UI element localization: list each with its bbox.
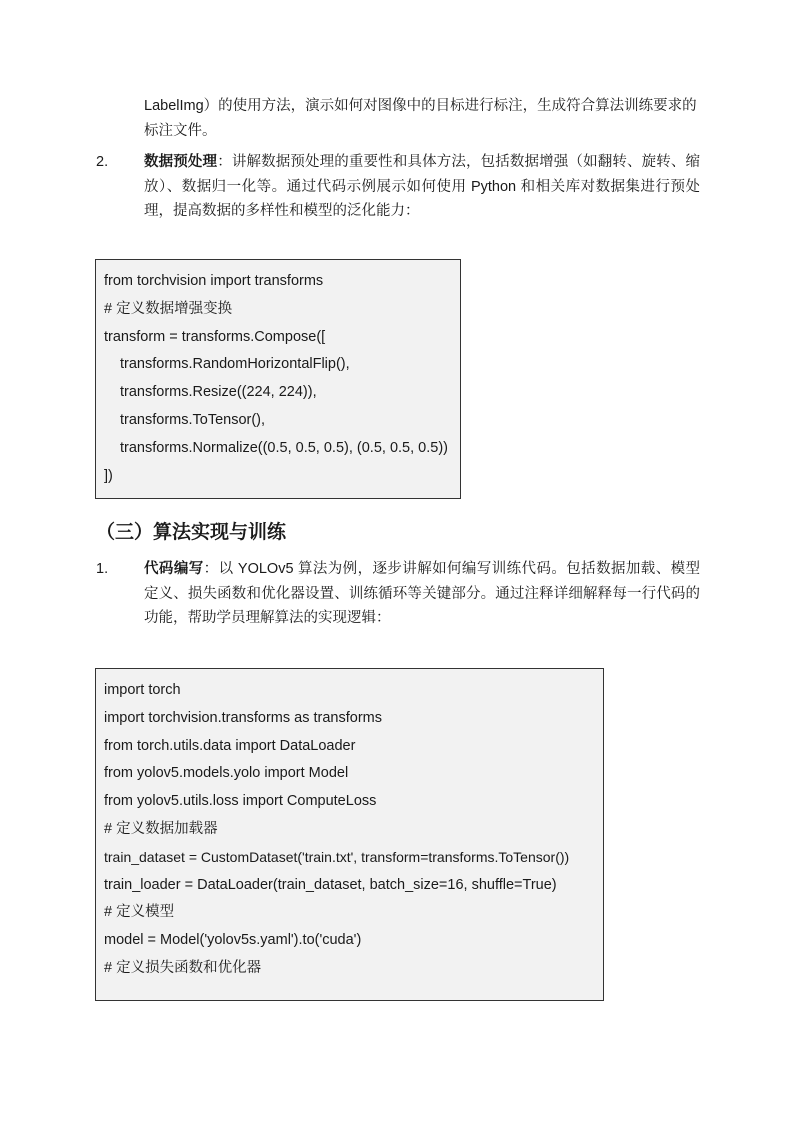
code-line: from torchvision import transforms [104, 273, 324, 289]
code-item-body: 以 YOLOv5 算法为例，逐步讲解如何编写训练代码。包括数据加载、模型定义、损失函数和优化器设置、训练循环等关键部分。通过注释详细解释每一行代码的功能，帮助学员理解算法的实现逻辑： [144, 561, 701, 626]
code-comment: # 定义数据加载器 [104, 820, 218, 837]
code-line: transforms.Normalize((0.5, 0.5, 0.5), (0.5, 0.5, 0.5)) [120, 439, 448, 456]
preprocess-item-text [144, 150, 700, 224]
list-number-2: 2. [96, 154, 109, 170]
code-item-title: 代码编写 [144, 561, 204, 577]
code-line: transforms.RandomHorizontalFlip(), [120, 356, 350, 373]
code-line: import torch [104, 682, 181, 698]
code-item-text [144, 557, 700, 631]
code-block-yolov5 [95, 668, 604, 1001]
code-line: from yolov5.models.yolo import Model [104, 765, 349, 782]
code-line: from torch.utils.data import DataLoader [104, 737, 356, 754]
preprocess-item-colon: ： [217, 154, 232, 170]
code-line: transforms.ToTensor(), [120, 411, 266, 428]
preprocess-item-title: 数据预处理 [144, 154, 218, 170]
code-line: transforms.Resize((224, 224)), [120, 384, 317, 401]
code-line: import torchvision.transforms as transforms [104, 709, 382, 726]
code-item-colon: ： [203, 561, 219, 577]
code-comment: # 定义模型 [104, 904, 175, 921]
code-line: train_loader = DataLoader(train_dataset, batch_size=16, shuffle=True) [104, 876, 557, 893]
section-heading: （三）算法实现与训练 [96, 522, 287, 543]
preprocess-item-body: 讲解数据预处理的重要性和具体方法，包括数据增强（如翻转、旋转、缩放）、数据归一化等。通过代码示例展示如何使用 Python 和相关库对数据集进行预处理，提高数据的多样性和模型的泛化能力： [144, 154, 701, 219]
code-comment: # 定义损失函数和优化器 [104, 959, 262, 976]
code-line: train_dataset = CustomDataset('train.txt', transform=transforms.ToTensor()) [104, 848, 570, 865]
list-number-1: 1. [96, 561, 109, 577]
code-comment: # 定义数据增强变换 [104, 300, 233, 317]
code-line: transform = transforms.Compose([ [104, 328, 326, 345]
intro-continuation: LabelImg）的使用方法，演示如何对图像中的目标进行标注，生成符合算法训练要求的标注文件。 [144, 98, 697, 139]
code-line: from yolov5.utils.loss import ComputeLoss [104, 793, 377, 810]
code-line: model = Model('yolov5s.yaml').to('cuda') [104, 932, 362, 949]
code-block-transforms [95, 259, 461, 499]
code-line: ]) [104, 467, 113, 484]
